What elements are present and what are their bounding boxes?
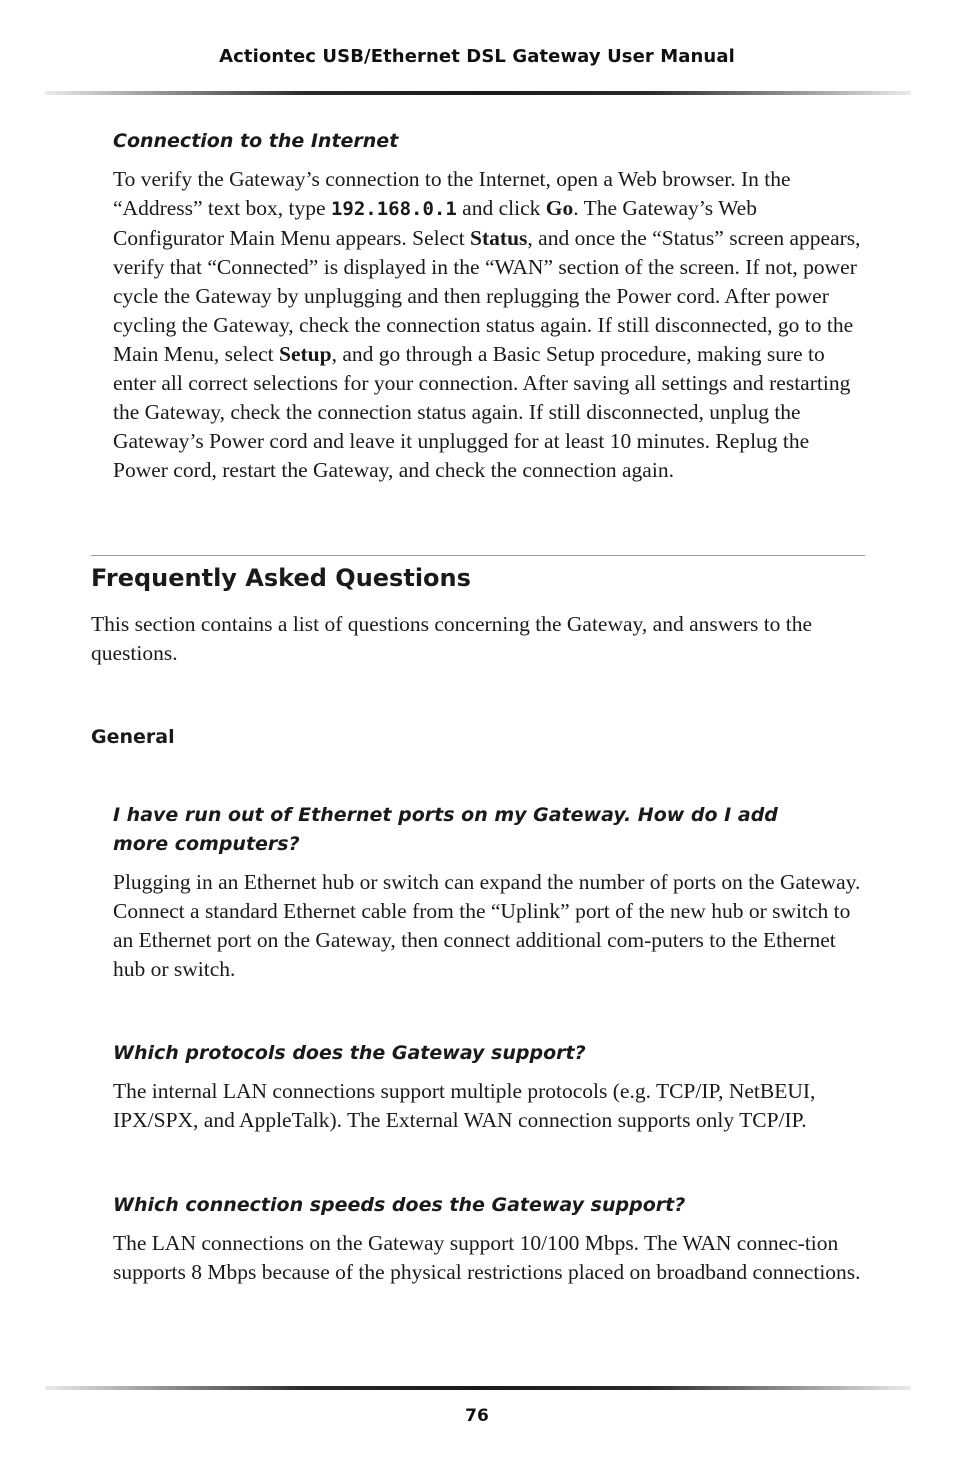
faq-item-speeds xyxy=(113,1191,868,1287)
faq-item-protocols xyxy=(113,1039,868,1135)
connection-section xyxy=(113,127,868,485)
text-run: , and go through a Basic Setup procedure, making sure to enter all correct selections for your connection. After saving all settings and restarting the Gateway, check the connection status again. If still disconnected, unplug the Gateway’s Power cord and leave it unplugged for at least 10 minutes. Replug the Power cord, restart the Gateway, and check the connection again. xyxy=(113,342,851,482)
footer-divider xyxy=(45,1386,911,1390)
text-run: , and once the “Status” screen appears, verify that “Connected” is displayed in the “WAN” section of the screen. If not, power cycle the Gateway by unplugging and then replugging the Power cord. After power cycling the Gateway, check the connection status again. If still disconnected, go to the Main Menu, select xyxy=(113,226,861,366)
status-term: Status xyxy=(470,226,528,250)
answer-ethernet-ports: Plugging in an Ethernet hub or switch can expand the number of ports on the Gateway. Connect a standard Ethernet cable from the “Uplink” port of the new hub or switch to an Ethernet port on the Gateway, then connect additional com-puters to the Ethernet hub or switch. xyxy=(113,870,861,981)
general-heading: General xyxy=(91,726,175,748)
section-divider xyxy=(91,555,865,556)
text-run: . The Gateway’s Web Configurator Main Menu appears. Select xyxy=(113,196,757,250)
header-divider xyxy=(45,91,911,95)
text-run: To verify the Gateway’s connection to the Internet, open a Web browser. In the “Address” text box, type xyxy=(113,167,791,220)
answer-protocols: The internal LAN connections support multiple protocols (e.g. TCP/IP, NetBEUI, IPX/SPX, and AppleTalk). The External WAN connection supports only TCP/IP. xyxy=(113,1079,816,1132)
text-run: and click xyxy=(456,196,546,220)
page-number: 76 xyxy=(465,1406,489,1426)
setup-term: Setup xyxy=(279,342,332,366)
ip-address: 192.168.0.1 xyxy=(330,198,457,220)
running-header: Actiontec USB/Ethernet DSL Gateway User Manual xyxy=(219,46,735,67)
faq-item-ethernet-ports xyxy=(113,801,868,984)
question-ethernet-ports: I have run out of Ethernet ports on my Gateway. How do I add more computers? xyxy=(113,804,778,855)
faq-intro-block xyxy=(91,610,866,668)
faq-title: Frequently Asked Questions xyxy=(91,564,471,592)
question-speeds: Which connection speeds does the Gateway support? xyxy=(113,1194,686,1216)
connection-paragraph xyxy=(113,165,868,485)
question-protocols: Which protocols does the Gateway support? xyxy=(113,1042,586,1064)
go-term: Go xyxy=(545,196,574,220)
answer-speeds: The LAN connections on the Gateway support 10/100 Mbps. The WAN connec-tion supports 8 Mbps because of the physical restrictions placed on broadband connections. xyxy=(113,1231,861,1284)
faq-intro: This section contains a list of questions concerning the Gateway, and answers to the questions. xyxy=(91,612,813,665)
connection-heading: Connection to the Internet xyxy=(113,130,399,152)
